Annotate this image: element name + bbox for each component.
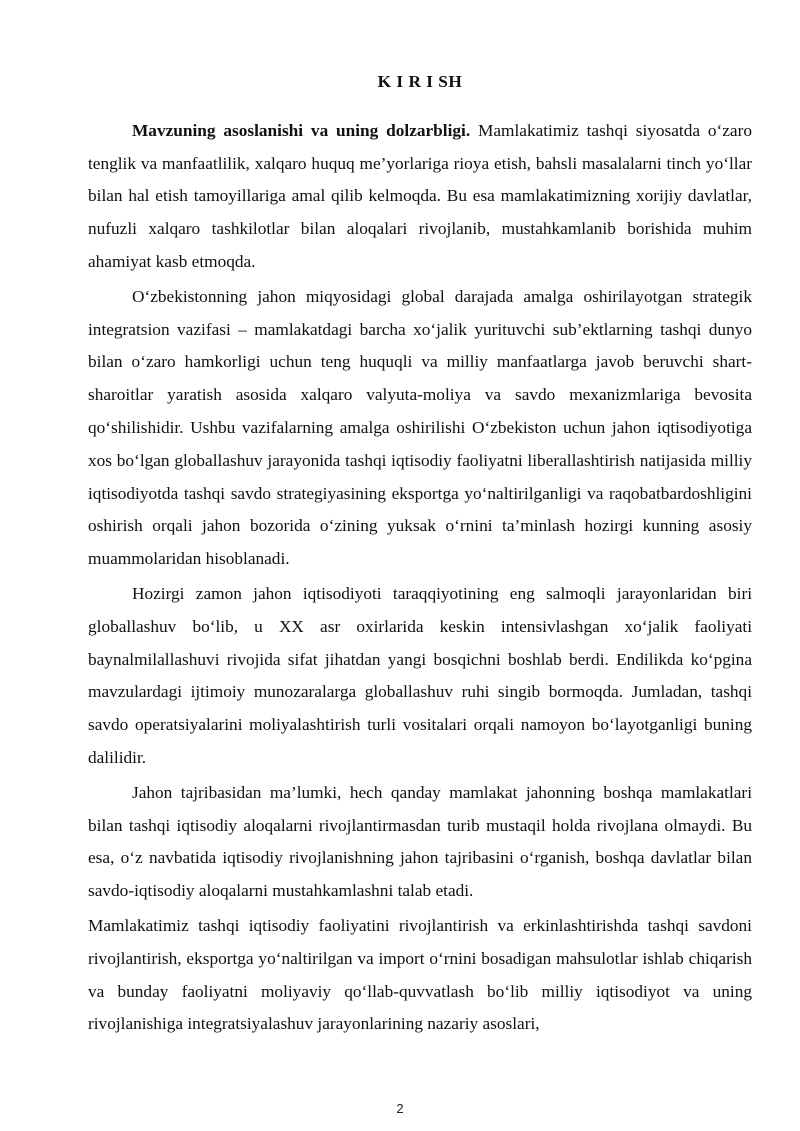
page-number: 2 [396, 1101, 404, 1116]
document-title: K I R I SH [377, 72, 463, 91]
paragraph-5: Mamlakatimiz tashqi iqtisodiy faoliyatini rivojlantirish va erkinlashtirishda tashqi savdoni rivojlantirish, eksportga yo‘naltirilgan va import o‘rnini bosadigan mahsulotlar ishlab chiqarish va bunday faoliyatni moliyaviy qo‘llab-quvvatlash bo‘lib milliy iqtisodiyot va uning rivojlanishiga integratsiyalashuv jarayonlarining nazariy asoslari, [88, 915, 752, 1034]
paragraph-4: Jahon tajribasidan ma’lumki, hech qanday mamlakat jahonning boshqa mamlakatlari bilan tashqi iqtisodiy aloqalarni rivojlantirmasdan turib mustaqil holda rivojlana olmaydi. Bu esa, o‘z navbatida iqtisodiy rivojlanishning jahon tajribasini o‘rganish, boshqa davlatlar bilan savdo-iqtisodiy aloqalarni mustahkamlashni talab etadi. [88, 782, 752, 901]
document-body [88, 66, 752, 1041]
paragraph-3: Hozirgi zamon jahon iqtisodiyoti taraqqiyotining eng salmoqli jarayonlaridan biri globallashuv bo‘lib, u XX asr oxirlarida keskin intensivlashgan xo‘jalik faoliyati baynalmilallashuvi rivojida sifat jihatdan yangi bosqichni boshlab berdi. Endilikda ko‘pgina mavzulardagi ijtimoiy munozaralarga globallashuv ruhi singib bormoqda. Jumladan, tashqi savdo operatsiyalarini moliyalashtirish turli vositalari orqali namoyon bo‘layotganligi buning dalilidir. [88, 583, 752, 767]
section-lead-heading: Mavzuning asoslanishi va uning dolzarbligi. [132, 120, 471, 140]
paragraph-1-text: Mamlakatimiz tashqi siyosatda o‘zaro tenglik va manfaatlilik, xalqaro huquq me’yorlariga rioya etish, bahsli masalalarni tinch yo‘llar bilan hal etish tamoyillariga amal qilib kelmoqda. Bu esa mamlakatimizning xorijiy davlatlar, nufuzli xalqaro tashkilotlar bilan aloqalari rivojlanib, mustahkamlanib borishida muhim ahamiyat kasb etmoqda. [88, 120, 752, 271]
paragraph-2: O‘zbekistonning jahon miqyosidagi global darajada amalga oshirilayotgan strategik integratsion vazifasi – mamlakatdagi barcha xo‘jalik yurituvchi sub’ektlarning tashqi dunyo bilan o‘zaro hamkorligi uchun teng huquqli va milliy manfaatlarga javob beruvchi shart-sharoitlar yaratish asosida xalqaro valyuta-moliya va savdo mexanizmlariga bevosita qo‘shilishidir. Ushbu vazifalarning amalga oshirilishi O‘zbekiston uchun jahon iqtisodiyotiga xos bo‘lgan globallashuv jarayonida tashqi iqtisodiy faoliyatni liberallashtirish natijasida milliy iqtisodiyotda tashqi savdo strategiyasining eksportga yo‘naltirilganligi va raqobatbardoshligini oshirish orqali jahon bozorida o‘zining yuksak o‘rnini ta’minlash hozirgi kunning asosiy muammolaridan hisoblanadi. [88, 286, 752, 569]
paragraph-1 [88, 115, 752, 279]
